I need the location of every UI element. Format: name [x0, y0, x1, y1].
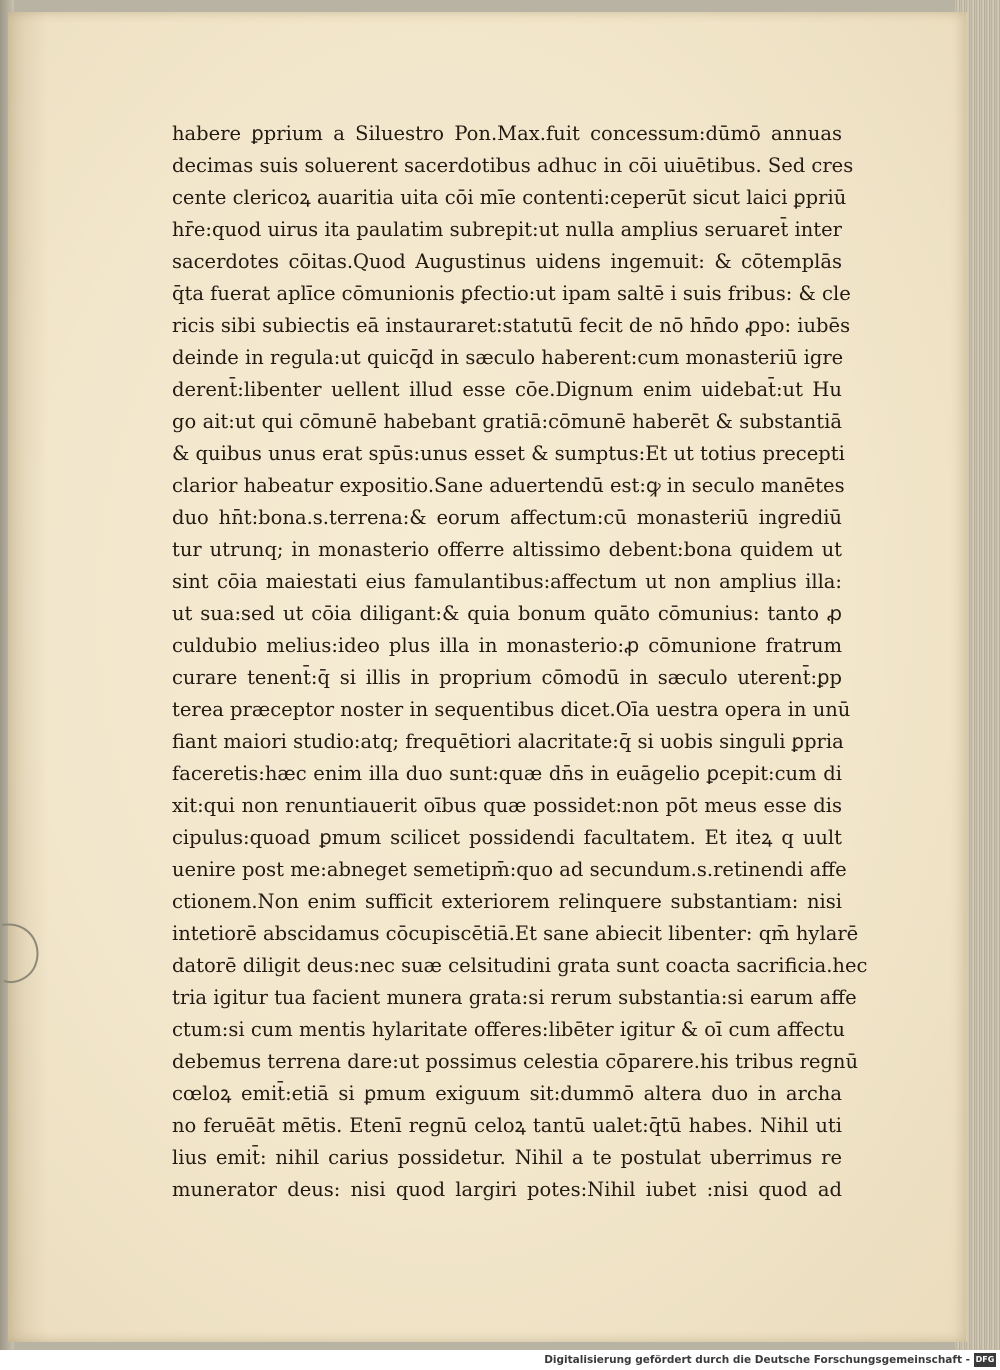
text-line: tur utrunq; in monasterio offerre altissimo debent:bona quidem ut	[172, 538, 842, 561]
digitization-footer	[0, 1350, 1000, 1370]
text-line: datorē diligit deus:nec suæ celsitudini grata sunt coacta sacrificia.hec	[172, 954, 868, 977]
text-line: faceretis:hæc enim illa duo sunt:quæ dn̄s in euāgelio ꝑcepit:cum di	[172, 762, 842, 785]
text-line: tria igitur tua facient munera grata:si rerum substantia:si earum affe	[172, 986, 857, 1009]
text-line: ctionem.Non enim sufficit exteriorem relinquere substantiam: nisi	[172, 890, 842, 913]
text-line: cente clericoꝝ auaritia uita cōi mīe contenti:ceperūt sicut laici ꝑpriū	[172, 186, 847, 209]
text-line: terea præceptor noster in sequentibus dicet.Oīa uestra opera in unū	[172, 698, 851, 721]
text-line: go ait:ut qui cōmunē habebant gratiā:cōmunē haberēt & substantiā	[172, 410, 842, 433]
body-text	[172, 118, 868, 1206]
text-line: habere ꝑprium a Siluestro Pon.Max.fuit concessum:dūmō annuas	[172, 122, 842, 145]
text-line: & quibus unus erat spūs:unus esset & sumptus:Et ut totius precepti	[172, 442, 845, 465]
text-line: no feruēāt mētis. Etenī regnū celoꝝ tantū ualet:q̄tū habes. Nihil uti	[172, 1114, 842, 1137]
text-line: sint cōia maiestati eius famulantibus:affectum ut non amplius illa:	[172, 570, 842, 593]
text-line: duo hn̄t:bona.s.terrena:& eorum affectum:cū monasteriū ingrediū	[172, 506, 842, 529]
text-line: fiant maiori studio:atq; frequētiori alacritate:q̄ si uobis singuli ꝑpria	[172, 730, 844, 753]
text-line: ut sua:sed ut cōia diligant:& quia bonum quāto cōmunius: tanto ꝓ	[172, 602, 842, 625]
footer-credit: Digitalisierung gefördert durch die Deutsche Forschungsgemeinschaft -	[544, 1354, 970, 1366]
text-line: sacerdotes cōitas.Quod Augustinus uidens ingemuit: & cōtemplās	[172, 250, 842, 273]
text-line: xit:qui non renuntiauerit oībus quæ possidet:non pōt meus esse dis	[172, 794, 842, 817]
text-line: culdubio melius:ideo plus illa in monasterio:ꝓ cōmunione fratrum	[172, 634, 842, 657]
text-line: cœloꝝ emit̄:etiā si ꝑmum exiguum sit:dummō altera duo in archa	[172, 1082, 842, 1105]
text-line: intetiorē abscidamus cōcupiscētiā.Et sane abiecit libenter: qm̄ hylarē	[172, 922, 859, 945]
text-line: derent̄:libenter uellent illud esse cōe.Dignum enim uidebat̄:ut Hu	[172, 378, 842, 401]
text-line: clarior habeatur expositio.Sane aduertendū est:ꝙ in seculo manētes	[172, 474, 845, 497]
dfg-logo: DFG	[974, 1353, 996, 1367]
text-line: ricis sibi subiectis eā instauraret:statutū fecit de nō hn̄do ꝓpo: iubēs	[172, 314, 851, 337]
text-line: debemus terrena dare:ut possimus celestia cōparere.his tribus regnū	[172, 1050, 859, 1073]
text-line: hr̄e:quod uirus ita paulatim subrepit:ut nulla amplius seruaret̄ inter	[172, 218, 842, 241]
text-line: uenire post me:abneget semetipm̄:quo ad secundum.s.retinendi affe	[172, 858, 847, 881]
text-line: lius emit̄: nihil carius possidetur. Nihil a te postulat uberrimus re	[172, 1146, 842, 1169]
text-line: curare tenent̄:q̄ si illis in proprium cōmodū in sæculo uterent̄:ꝑp	[172, 666, 842, 689]
binding-thread-mark	[0, 915, 48, 995]
text-line: q̄ta fuerat aplīce cōmunionis ꝑfectio:ut ipam saltē i suis fribus: & cle	[172, 282, 851, 305]
text-line: deinde in regula:ut quicq̄d in sæculo haberent:cum monasteriū igre	[172, 346, 844, 369]
text-line: cipulus:quoad ꝑmum scilicet possidendi facultatem. Et iteꝝ q uult	[172, 826, 842, 849]
gutter-shadow	[8, 12, 48, 1342]
text-line: ctum:si cum mentis hylaritate offeres:libēter igitur & oī cum affectu	[172, 1018, 845, 1041]
text-line: decimas suis soluerent sacerdotibus adhuc in cōi uiuētibus. Sed cres	[172, 154, 854, 177]
text-line: munerator deus: nisi quod largiri potes:Nihil iubet :nisi quod ad	[172, 1178, 842, 1201]
